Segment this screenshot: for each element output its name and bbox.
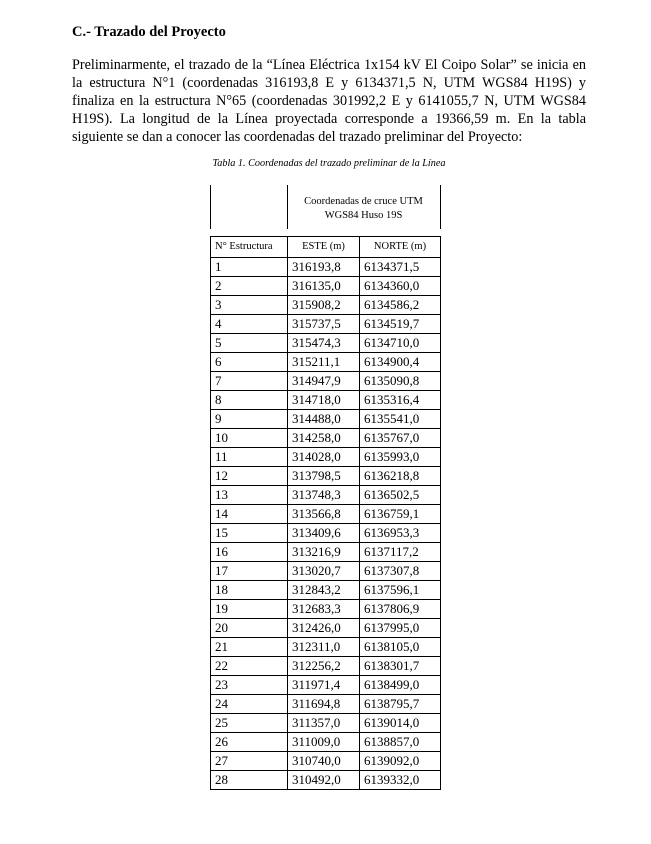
table-row <box>211 752 441 771</box>
cell-este: 313020,7 <box>288 562 360 581</box>
cell-structure-number: 16 <box>211 543 288 562</box>
cell-este: 316135,0 <box>288 277 360 296</box>
cell-norte: 6139092,0 <box>360 752 441 771</box>
table-row <box>211 372 441 391</box>
table-row <box>211 315 441 334</box>
table-row <box>211 562 441 581</box>
cell-este: 314718,0 <box>288 391 360 410</box>
table-row <box>211 505 441 524</box>
table-row <box>211 467 441 486</box>
cell-norte: 6137307,8 <box>360 562 441 581</box>
section-title: C.- Trazado del Proyecto <box>72 24 226 40</box>
table-row <box>211 600 441 619</box>
table-row <box>211 334 441 353</box>
cell-norte: 6135993,0 <box>360 448 441 467</box>
cell-norte: 6138795,7 <box>360 695 441 714</box>
cell-este: 310492,0 <box>288 771 360 790</box>
cell-norte: 6135316,4 <box>360 391 441 410</box>
column-header-este: ESTE (m) <box>288 237 360 258</box>
cell-este: 315211,1 <box>288 353 360 372</box>
cell-structure-number: 24 <box>211 695 288 714</box>
cell-structure-number: 5 <box>211 334 288 353</box>
table-row <box>211 486 441 505</box>
table-row <box>211 695 441 714</box>
table-row <box>211 714 441 733</box>
table-row <box>211 638 441 657</box>
cell-structure-number: 12 <box>211 467 288 486</box>
table-row <box>211 429 441 448</box>
cell-structure-number: 3 <box>211 296 288 315</box>
cell-norte: 6139332,0 <box>360 771 441 790</box>
cell-structure-number: 23 <box>211 676 288 695</box>
coordinate-system-line1: Coordenadas de cruce UTM <box>304 196 423 207</box>
cell-este: 313409,6 <box>288 524 360 543</box>
cell-structure-number: 17 <box>211 562 288 581</box>
cell-structure-number: 6 <box>211 353 288 372</box>
cell-structure-number: 14 <box>211 505 288 524</box>
cell-este: 312256,2 <box>288 657 360 676</box>
cell-este: 312426,0 <box>288 619 360 638</box>
cell-norte: 6135767,0 <box>360 429 441 448</box>
cell-este: 313748,3 <box>288 486 360 505</box>
table-row <box>211 733 441 752</box>
table-row <box>211 619 441 638</box>
cell-este: 314947,9 <box>288 372 360 391</box>
cell-norte: 6138105,0 <box>360 638 441 657</box>
cell-este: 314028,0 <box>288 448 360 467</box>
cell-este: 311971,4 <box>288 676 360 695</box>
cell-structure-number: 7 <box>211 372 288 391</box>
cell-structure-number: 18 <box>211 581 288 600</box>
cell-norte: 6134371,5 <box>360 258 441 277</box>
cell-norte: 6139014,0 <box>360 714 441 733</box>
cell-norte: 6134710,0 <box>360 334 441 353</box>
cell-este: 313216,9 <box>288 543 360 562</box>
cell-norte: 6137995,0 <box>360 619 441 638</box>
header-divider <box>440 185 441 229</box>
coordinates-table <box>210 236 441 790</box>
table-row <box>211 524 441 543</box>
table-header-row <box>211 237 441 258</box>
table-row <box>211 277 441 296</box>
table-row <box>211 353 441 372</box>
cell-structure-number: 13 <box>211 486 288 505</box>
column-header-norte: NORTE (m) <box>360 237 441 258</box>
cell-norte: 6134360,0 <box>360 277 441 296</box>
cell-structure-number: 28 <box>211 771 288 790</box>
coordinate-system-line2: WGS84 Huso 19S <box>324 210 403 221</box>
cell-este: 313566,8 <box>288 505 360 524</box>
table-row <box>211 581 441 600</box>
cell-este: 315908,2 <box>288 296 360 315</box>
cell-este: 313798,5 <box>288 467 360 486</box>
cell-structure-number: 20 <box>211 619 288 638</box>
column-header-structure: N° Estructura <box>211 237 288 258</box>
cell-structure-number: 4 <box>211 315 288 334</box>
cell-norte: 6136953,3 <box>360 524 441 543</box>
table-row <box>211 258 441 277</box>
cell-este: 311357,0 <box>288 714 360 733</box>
cell-structure-number: 22 <box>211 657 288 676</box>
cell-norte: 6134519,7 <box>360 315 441 334</box>
cell-structure-number: 10 <box>211 429 288 448</box>
cell-structure-number: 15 <box>211 524 288 543</box>
cell-structure-number: 27 <box>211 752 288 771</box>
cell-este: 316193,8 <box>288 258 360 277</box>
table-row <box>211 448 441 467</box>
cell-structure-number: 11 <box>211 448 288 467</box>
table-row <box>211 676 441 695</box>
cell-structure-number: 26 <box>211 733 288 752</box>
cell-structure-number: 25 <box>211 714 288 733</box>
cell-este: 310740,0 <box>288 752 360 771</box>
cell-structure-number: 2 <box>211 277 288 296</box>
cell-este: 314258,0 <box>288 429 360 448</box>
cell-structure-number: 8 <box>211 391 288 410</box>
cell-norte: 6138499,0 <box>360 676 441 695</box>
cell-norte: 6138301,7 <box>360 657 441 676</box>
cell-norte: 6135090,8 <box>360 372 441 391</box>
cell-structure-number: 9 <box>211 410 288 429</box>
table-row <box>211 296 441 315</box>
table-row <box>211 391 441 410</box>
cell-norte: 6137806,9 <box>360 600 441 619</box>
cell-este: 312683,3 <box>288 600 360 619</box>
cell-este: 311694,8 <box>288 695 360 714</box>
header-divider <box>210 185 211 229</box>
table-row <box>211 410 441 429</box>
body-paragraph: Preliminarmente, el trazado de la “Línea Eléctrica 1x154 kV El Coipo Solar” se inicia en la estructura N°1 (coordenadas 316193,8 E y 6134371,5 N, UTM WGS84 H19S) y finaliza en la estructura N°65 (coordenadas 301992,2 E y 6141055,7 N, UTM WGS84 H19S). La longitud de la Línea proyectada corresponde a 19366,59 m. En la tabla siguiente se dan a conocer las coordenadas del trazado preliminar del Proyecto: <box>72 57 586 145</box>
cell-este: 314488,0 <box>288 410 360 429</box>
cell-structure-number: 1 <box>211 258 288 277</box>
cell-norte: 6137596,1 <box>360 581 441 600</box>
coordinate-system-label <box>287 195 440 223</box>
cell-norte: 6136759,1 <box>360 505 441 524</box>
table-row <box>211 771 441 790</box>
cell-norte: 6134900,4 <box>360 353 441 372</box>
cell-structure-number: 19 <box>211 600 288 619</box>
cell-norte: 6137117,2 <box>360 543 441 562</box>
table-row <box>211 657 441 676</box>
cell-este: 311009,0 <box>288 733 360 752</box>
cell-norte: 6135541,0 <box>360 410 441 429</box>
cell-este: 312843,2 <box>288 581 360 600</box>
cell-este: 315737,5 <box>288 315 360 334</box>
table-row <box>211 543 441 562</box>
cell-norte: 6136502,5 <box>360 486 441 505</box>
cell-norte: 6136218,8 <box>360 467 441 486</box>
cell-este: 312311,0 <box>288 638 360 657</box>
cell-norte: 6138857,0 <box>360 733 441 752</box>
cell-structure-number: 21 <box>211 638 288 657</box>
table-group-header <box>210 185 441 229</box>
cell-norte: 6134586,2 <box>360 296 441 315</box>
cell-este: 315474,3 <box>288 334 360 353</box>
table-caption: Tabla 1. Coordenadas del trazado preliminar de la Línea <box>212 158 446 169</box>
